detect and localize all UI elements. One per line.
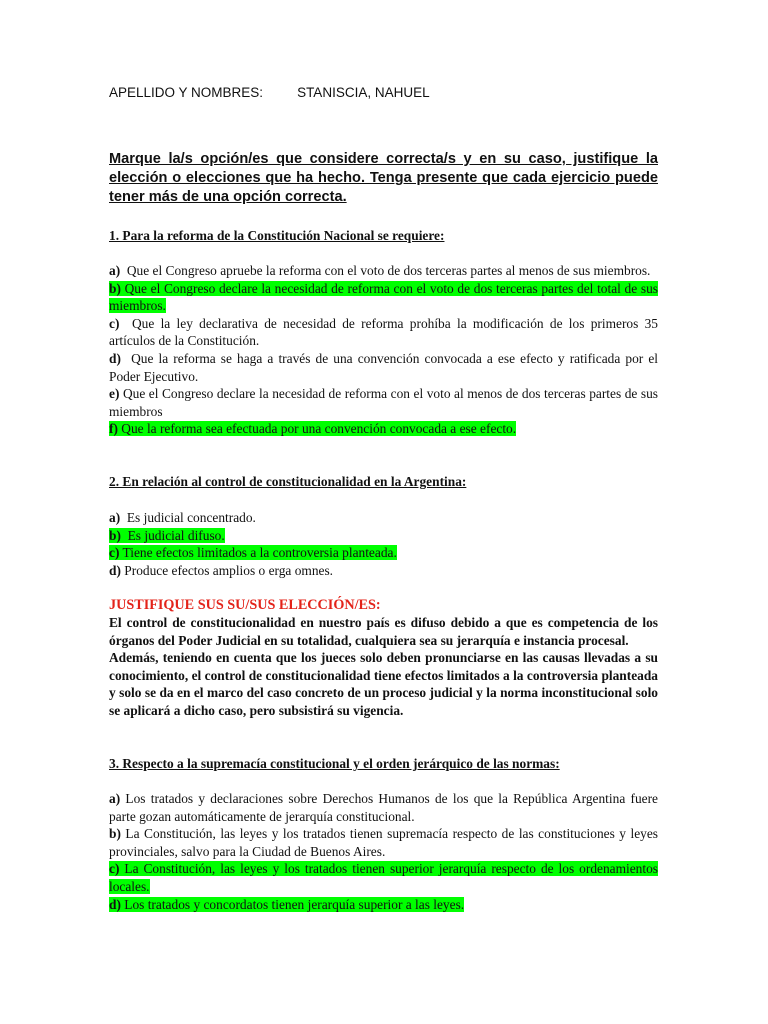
option-label: d) bbox=[109, 562, 121, 578]
option-text: Que la reforma se haga a través de una convención convocada a ese efecto y ratificada por el Poder Ejecutivo. bbox=[109, 350, 658, 384]
option-text: Que la reforma sea efectuada por una convención convocada a ese efecto. bbox=[121, 421, 517, 437]
option-label: b) bbox=[109, 280, 121, 296]
option-text: La Constitución, las leyes y los tratados tienen supremacía respecto de las constituciones y leyes provinciales, salvo para la Ciudad de Buenos Aires. bbox=[109, 826, 658, 859]
option-3b bbox=[109, 825, 658, 860]
question-3-options bbox=[109, 790, 658, 913]
header-label: APELLIDO Y NOMBRES: bbox=[109, 85, 264, 100]
justification-paragraph-1: El control de constitucionalidad en nuestro país es difuso debido a que es competencia de los órganos del Poder Judicial en su totalidad, cualquiera sea su jerarquía e instancia procesal. bbox=[109, 615, 658, 648]
option-2c bbox=[109, 544, 658, 562]
option-text: Produce efectos amplios o erga omnes. bbox=[124, 562, 334, 578]
student-name: STANISCIA, NAHUEL bbox=[297, 85, 430, 100]
option-label: c) bbox=[109, 315, 120, 331]
option-text: Que la ley declarativa de necesidad de reforma prohíba la modificación de los primeros 35 artículos de la Constitución. bbox=[109, 315, 658, 349]
option-label: a) bbox=[109, 263, 121, 278]
option-text: Tiene efectos limitados a la controversia planteada. bbox=[122, 545, 397, 561]
justification-paragraph-2: Además, teniendo en cuenta que los jueces solo deben pronunciarse en las causas llevadas a su conocimiento, el control de constitucionalidad tiene efectos limitados a la controversia planteada y solo se da en el marco del caso concreto de un proceso judicial y la norma inconstitucional solo se aplicará a dicho caso, pero subsistirá su vigencia. bbox=[109, 650, 658, 718]
option-text: Es judicial difuso. bbox=[127, 527, 225, 543]
option-1f bbox=[109, 420, 658, 438]
question-3-title: 3. Respecto a la supremacía constitucional y el orden jerárquico de las normas: bbox=[109, 756, 560, 771]
option-3c bbox=[109, 860, 658, 895]
option-text: Que el Congreso declare la necesidad de reforma con el voto de dos terceras partes del total de sus miembros. bbox=[109, 280, 658, 314]
option-label: d) bbox=[109, 896, 121, 912]
option-label: f) bbox=[109, 421, 118, 437]
option-1b bbox=[109, 280, 658, 315]
option-text: Es judicial concentrado. bbox=[126, 510, 256, 525]
option-1c bbox=[109, 315, 658, 350]
option-2b bbox=[109, 527, 658, 545]
option-2a bbox=[109, 509, 658, 527]
option-label: e) bbox=[109, 386, 120, 402]
instructions: Marque la/s opción/es que considere correcta/s y en su caso, justifique la elección o elecciones que ha hecho. Tenga presente que cada ejercicio puede tener más de una opción correcta. bbox=[109, 151, 658, 205]
option-1e bbox=[109, 385, 658, 420]
option-label: c) bbox=[109, 861, 120, 877]
option-label: a) bbox=[109, 510, 121, 525]
option-1a bbox=[109, 262, 658, 280]
option-text: La Constitución, las leyes y los tratados tienen superior jerarquía respecto de los ordenamientos locales. bbox=[109, 861, 658, 894]
question-1-title: 1. Para la reforma de la Constitución Nacional se requiere: bbox=[109, 228, 445, 243]
justification-text bbox=[109, 614, 658, 720]
option-label: a) bbox=[109, 791, 121, 806]
option-text: Los tratados y concordatos tienen jerarquía superior a las leyes. bbox=[124, 896, 465, 912]
option-text: Que el Congreso declare la necesidad de reforma con el voto al menos de dos terceras partes de sus miembros bbox=[109, 386, 658, 419]
question-1-options bbox=[109, 262, 658, 438]
question-2-options bbox=[109, 509, 658, 579]
option-3d bbox=[109, 896, 658, 914]
option-2d bbox=[109, 562, 658, 580]
header-line bbox=[109, 85, 430, 100]
option-label: b) bbox=[109, 826, 121, 842]
option-1d bbox=[109, 350, 658, 385]
option-label: b) bbox=[109, 527, 121, 543]
option-label: c) bbox=[109, 545, 120, 561]
option-text: Que el Congreso apruebe la reforma con el voto de dos terceras partes al menos de sus miembros. bbox=[126, 263, 651, 278]
question-2-title: 2. En relación al control de constitucionalidad en la Argentina: bbox=[109, 474, 467, 489]
option-3a bbox=[109, 790, 658, 825]
option-text: Los tratados y declaraciones sobre Derechos Humanos de los que la República Argentina fuere parte gozan automáticamente de jerarquía constitucional. bbox=[109, 791, 658, 824]
option-label: d) bbox=[109, 350, 121, 366]
justification-title: JUSTIFIQUE SUS SU/SUS ELECCIÓN/ES: bbox=[109, 597, 381, 613]
